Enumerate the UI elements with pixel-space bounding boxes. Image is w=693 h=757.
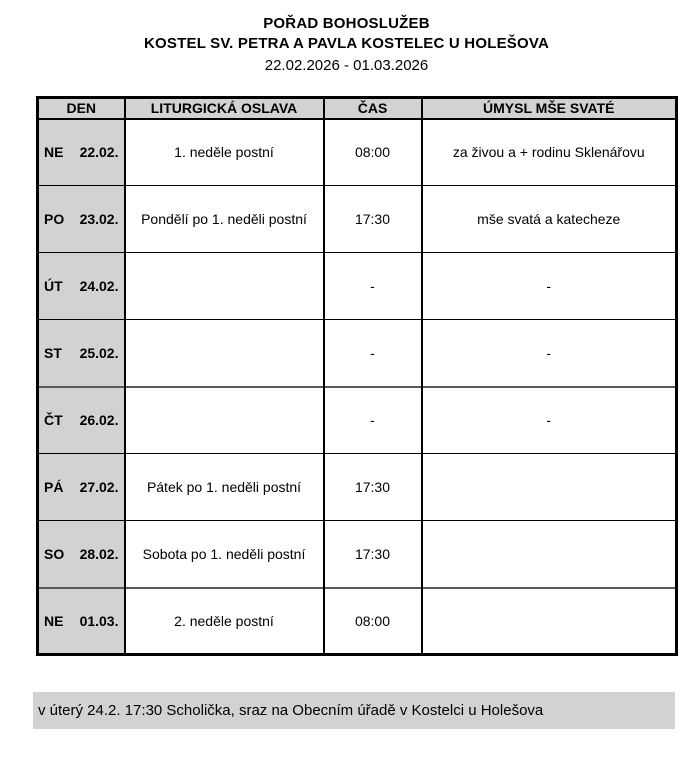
table-row: [38, 521, 677, 588]
day-abbr: ST: [44, 344, 62, 361]
liturgy-cell: Pátek po 1. neděli postní: [125, 454, 324, 521]
liturgy-cell: 2. neděle postní: [125, 588, 324, 655]
liturgy-cell: [125, 253, 324, 320]
column-header-liturgicka-oslava: LITURGICKÁ OSLAVA: [125, 98, 324, 119]
day-date: 27.02.: [79, 479, 119, 495]
day-abbr: PO: [44, 211, 65, 227]
intention-cell: [422, 588, 677, 655]
day-abbr: SO: [44, 545, 65, 562]
footer-note: v úterý 24.2. 17:30 Scholička, sraz na Obecním úřadě v Kostelci u Holešova: [33, 692, 675, 729]
date-range: 22.02.2026 - 01.03.2026: [264, 57, 429, 74]
liturgy-cell: [125, 320, 324, 387]
liturgy-cell: 1. neděle postní: [125, 119, 324, 186]
table-header-row: [38, 98, 677, 119]
time-cell: 08:00: [324, 588, 422, 655]
intention-cell: -: [422, 253, 677, 320]
day-date: 26.02.: [79, 412, 119, 429]
intention-cell: [422, 454, 677, 521]
column-header-den: DEN: [38, 98, 125, 119]
table-row: [38, 387, 677, 454]
intention-cell: [422, 521, 677, 588]
column-header-cas: ČAS: [324, 98, 422, 119]
page-title: POŘAD BOHOSLUŽEB: [263, 15, 430, 32]
liturgy-cell: Pondělí po 1. neděli postní: [125, 186, 324, 253]
time-cell: -: [324, 253, 422, 320]
day-cell: [38, 186, 125, 253]
day-abbr: NE: [44, 144, 64, 161]
intention-cell: -: [422, 387, 677, 454]
day-abbr: ÚT: [44, 278, 63, 294]
day-cell: [38, 387, 125, 454]
day-date: 01.03.: [79, 612, 119, 629]
table-row: [38, 253, 677, 320]
schedule-table: [36, 96, 678, 656]
intention-cell: -: [422, 320, 677, 387]
day-date: 28.02.: [79, 545, 119, 562]
day-cell: [38, 320, 125, 387]
table-row: [38, 186, 677, 253]
document-header: [0, 14, 693, 76]
time-cell: -: [324, 320, 422, 387]
time-cell: 17:30: [324, 454, 422, 521]
intention-cell: za živou a + rodinu Sklenářovu: [422, 119, 677, 186]
day-cell: [38, 588, 125, 655]
day-cell: [38, 253, 125, 320]
day-cell: [38, 119, 125, 186]
liturgy-cell: [125, 387, 324, 454]
day-date: 23.02.: [79, 211, 119, 227]
intention-cell: mše svatá a katecheze: [422, 186, 677, 253]
table-row: [38, 119, 677, 186]
time-cell: -: [324, 387, 422, 454]
day-date: 22.02.: [79, 144, 119, 161]
day-date: 25.02.: [79, 344, 119, 361]
table-row: [38, 588, 677, 655]
day-abbr: ČT: [44, 412, 63, 429]
table-row: [38, 320, 677, 387]
day-abbr: PÁ: [44, 479, 64, 495]
day-abbr: NE: [44, 612, 64, 629]
day-cell: [38, 521, 125, 588]
page-subtitle: KOSTEL SV. PETRA A PAVLA KOSTELEC U HOLEŠOVA: [144, 35, 549, 52]
column-header-umysl-mse-svate: ÚMYSL MŠE SVATÉ: [422, 98, 677, 119]
time-cell: 17:30: [324, 186, 422, 253]
time-cell: 08:00: [324, 119, 422, 186]
time-cell: 17:30: [324, 521, 422, 588]
day-date: 24.02.: [79, 278, 119, 294]
day-cell: [38, 454, 125, 521]
liturgy-cell: Sobota po 1. neděli postní: [125, 521, 324, 588]
table-row: [38, 454, 677, 521]
